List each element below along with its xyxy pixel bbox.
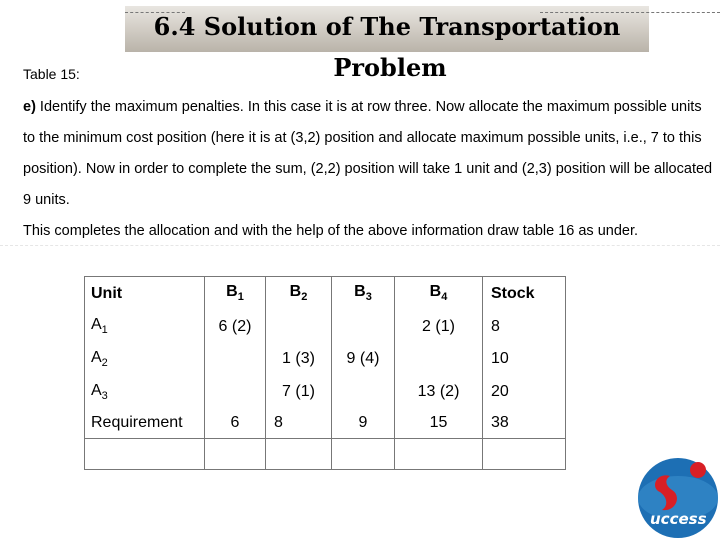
cell-a1-b2: [266, 310, 332, 343]
requirement-stock: 38: [483, 409, 566, 439]
requirement-label: Requirement: [85, 409, 205, 439]
cell-a3-b4: 13 (2): [395, 376, 483, 409]
page-title-line1: 6.4 Solution of The Transportation: [153, 12, 621, 41]
header-b3: $B_3$: [332, 277, 395, 311]
table-row: [85, 343, 566, 376]
table-header-row: [85, 277, 566, 311]
requirement-b1: 6: [205, 409, 266, 439]
cell-a2-b2: 1 (3): [266, 343, 332, 376]
cell-a3-b3: [332, 376, 395, 409]
requirement-b3: 9: [332, 409, 395, 439]
cell-a1-b1: 6 (2): [205, 310, 266, 343]
cell-a2-stock: 10: [483, 343, 566, 376]
cell-a3-b1: [205, 376, 266, 409]
cell-a1-b4: 2 (1): [395, 310, 483, 343]
requirement-b2: 8: [266, 409, 332, 439]
header-b2: $B_2$: [266, 277, 332, 311]
header-b4: $B_4$: [395, 277, 483, 311]
cell-a1-b3: [332, 310, 395, 343]
cell-a3-b2: 7 (1): [266, 376, 332, 409]
cell-a1-stock: 8: [483, 310, 566, 343]
step-marker: e): [23, 99, 36, 115]
row-label: $A_2$: [85, 343, 205, 376]
table-label: Table 15:: [23, 66, 80, 82]
success-logo: [636, 452, 720, 540]
header-b1: $B_1$: [205, 277, 266, 311]
header-stock: Stock: [483, 277, 566, 311]
instruction-paragraph: [23, 92, 713, 247]
row-label: $A_3$: [85, 376, 205, 409]
step-text: Identify the maximum penalties. In this case it is at row three. Now allocate the maximum possible units to the minimum cost position (here it is at (3,2) position and allocate maximum possible units, i.e., 7 to this position). Now in order to complete the sum, (2,2) position will take 1 unit and (2,3) position will be allocated 9 units.: [23, 99, 713, 208]
page-title-line2: Problem: [333, 53, 447, 82]
cell-a2-b1: [205, 343, 266, 376]
table-row: [85, 376, 566, 409]
row-label: $A_1$: [85, 310, 205, 343]
transportation-table: [84, 276, 566, 470]
header-unit: Unit: [85, 277, 205, 311]
cell-a3-stock: 20: [483, 376, 566, 409]
cell-a2-b3: 9 (4): [332, 343, 395, 376]
requirement-b4: 15: [395, 409, 483, 439]
cell-a2-b4: [395, 343, 483, 376]
conclusion-text: This completes the allocation and with the help of the above information draw table 16 as under.: [23, 223, 639, 239]
empty-row: [85, 439, 566, 470]
table-row: [85, 310, 566, 343]
requirement-row: [85, 409, 566, 439]
logo-text: uccess: [650, 510, 707, 528]
